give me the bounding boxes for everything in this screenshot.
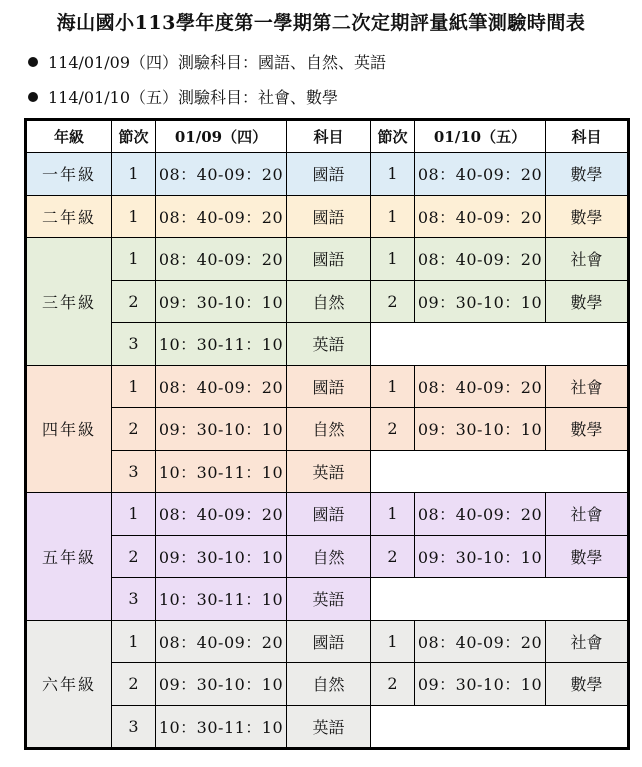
- table-row: [26, 365, 629, 408]
- period-cell: 1: [112, 238, 156, 281]
- subject-cell: 自然: [287, 280, 371, 323]
- period-cell: 1: [371, 195, 415, 238]
- exam-day-1-text: 114/01/09（四）測驗科目：國語、自然、英語: [48, 53, 387, 72]
- subject-cell: 國語: [287, 238, 371, 281]
- subject-cell: 國語: [287, 620, 371, 663]
- period-cell: 2: [371, 280, 415, 323]
- empty-cell: [371, 705, 629, 749]
- subject-cell: 社會: [546, 365, 629, 408]
- bullet-icon: [28, 57, 38, 67]
- period-cell: 1: [371, 493, 415, 536]
- empty-cell: [371, 323, 629, 366]
- empty-cell: [371, 450, 629, 493]
- time-cell: 08：40-09：20: [415, 365, 546, 408]
- subject-cell: 自然: [287, 535, 371, 578]
- table-row: [26, 450, 629, 493]
- table-row: [26, 323, 629, 366]
- period-cell: 2: [371, 663, 415, 706]
- header-subject-day1: 科目: [287, 120, 371, 153]
- time-cell: 10：30-11：10: [156, 705, 287, 749]
- time-cell: 09：30-10：10: [156, 663, 287, 706]
- table-row: [26, 493, 629, 536]
- subject-cell: 社會: [546, 493, 629, 536]
- time-cell: 08：40-09：20: [156, 493, 287, 536]
- exam-day-2-text: 114/01/10（五）測驗科目：社會、數學: [48, 88, 339, 107]
- subject-cell: 數學: [546, 408, 629, 451]
- subject-cell: 數學: [546, 535, 629, 578]
- subject-cell: 英語: [287, 705, 371, 749]
- period-cell: 3: [112, 450, 156, 493]
- header-date-day2: 01/10（五）: [415, 120, 546, 153]
- subject-cell: 數學: [546, 663, 629, 706]
- subject-cell: 數學: [546, 280, 629, 323]
- time-cell: 08：40-09：20: [415, 238, 546, 281]
- period-cell: 1: [371, 365, 415, 408]
- header-subject-day2: 科目: [546, 120, 629, 153]
- exam-schedule-table: [24, 118, 630, 750]
- period-cell: 2: [112, 280, 156, 323]
- time-cell: 09：30-10：10: [415, 535, 546, 578]
- period-cell: 2: [112, 408, 156, 451]
- table-row: [26, 195, 629, 238]
- subject-cell: 英語: [287, 323, 371, 366]
- header-period-day1: 節次: [112, 120, 156, 153]
- period-cell: 2: [112, 663, 156, 706]
- table-header-row: [26, 120, 629, 153]
- subject-cell: 國語: [287, 153, 371, 196]
- period-cell: 3: [112, 578, 156, 621]
- subject-cell: 國語: [287, 195, 371, 238]
- time-cell: 08：40-09：20: [156, 620, 287, 663]
- header-period-day2: 節次: [371, 120, 415, 153]
- subject-cell: 社會: [546, 238, 629, 281]
- subject-cell: 數學: [546, 195, 629, 238]
- table-row: [26, 153, 629, 196]
- table-row: [26, 535, 629, 578]
- bullet-icon: [28, 92, 38, 102]
- time-cell: 08：40-09：20: [415, 493, 546, 536]
- grade-cell: 五年級: [26, 493, 112, 621]
- time-cell: 09：30-10：10: [156, 535, 287, 578]
- time-cell: 08：40-09：20: [156, 238, 287, 281]
- grade-cell: 四年級: [26, 365, 112, 493]
- period-cell: 1: [371, 620, 415, 663]
- time-cell: 10：30-11：10: [156, 450, 287, 493]
- subject-cell: 國語: [287, 493, 371, 536]
- table-row: [26, 578, 629, 621]
- period-cell: 1: [112, 195, 156, 238]
- period-cell: 2: [371, 535, 415, 578]
- table-row: [26, 705, 629, 749]
- period-cell: 1: [112, 493, 156, 536]
- grade-cell: 六年級: [26, 620, 112, 749]
- period-cell: 3: [112, 323, 156, 366]
- subject-cell: 自然: [287, 663, 371, 706]
- period-cell: 1: [371, 238, 415, 281]
- exam-day-1-line: [28, 50, 386, 73]
- time-cell: 08：40-09：20: [156, 153, 287, 196]
- header-grade: 年級: [26, 120, 112, 153]
- subject-cell: 國語: [287, 365, 371, 408]
- table-row: [26, 620, 629, 663]
- exam-day-2-line: [28, 85, 338, 108]
- time-cell: 08：40-09：20: [156, 365, 287, 408]
- time-cell: 08：40-09：20: [415, 195, 546, 238]
- table-row: [26, 663, 629, 706]
- time-cell: 08：40-09：20: [156, 195, 287, 238]
- time-cell: 10：30-11：10: [156, 323, 287, 366]
- grade-cell: 一年級: [26, 153, 112, 196]
- header-date-day1: 01/09（四）: [156, 120, 287, 153]
- subject-cell: 英語: [287, 450, 371, 493]
- grade-cell: 三年級: [26, 238, 112, 366]
- time-cell: 09：30-10：10: [415, 663, 546, 706]
- grade-cell: 二年級: [26, 195, 112, 238]
- time-cell: 09：30-10：10: [415, 280, 546, 323]
- period-cell: 2: [112, 535, 156, 578]
- page-title: 海山國小113學年度第一學期第二次定期評量紙筆測驗時間表: [56, 12, 586, 34]
- subject-cell: 數學: [546, 153, 629, 196]
- period-cell: 3: [112, 705, 156, 749]
- table-row: [26, 238, 629, 281]
- table-row: [26, 408, 629, 451]
- time-cell: 10：30-11：10: [156, 578, 287, 621]
- period-cell: 1: [371, 153, 415, 196]
- subject-cell: 自然: [287, 408, 371, 451]
- time-cell: 09：30-10：10: [156, 408, 287, 451]
- empty-cell: [371, 578, 629, 621]
- period-cell: 2: [371, 408, 415, 451]
- subject-cell: 社會: [546, 620, 629, 663]
- table-row: [26, 280, 629, 323]
- period-cell: 1: [112, 153, 156, 196]
- time-cell: 08：40-09：20: [415, 620, 546, 663]
- time-cell: 08：40-09：20: [415, 153, 546, 196]
- period-cell: 1: [112, 620, 156, 663]
- time-cell: 09：30-10：10: [415, 408, 546, 451]
- period-cell: 1: [112, 365, 156, 408]
- subject-cell: 英語: [287, 578, 371, 621]
- time-cell: 09：30-10：10: [156, 280, 287, 323]
